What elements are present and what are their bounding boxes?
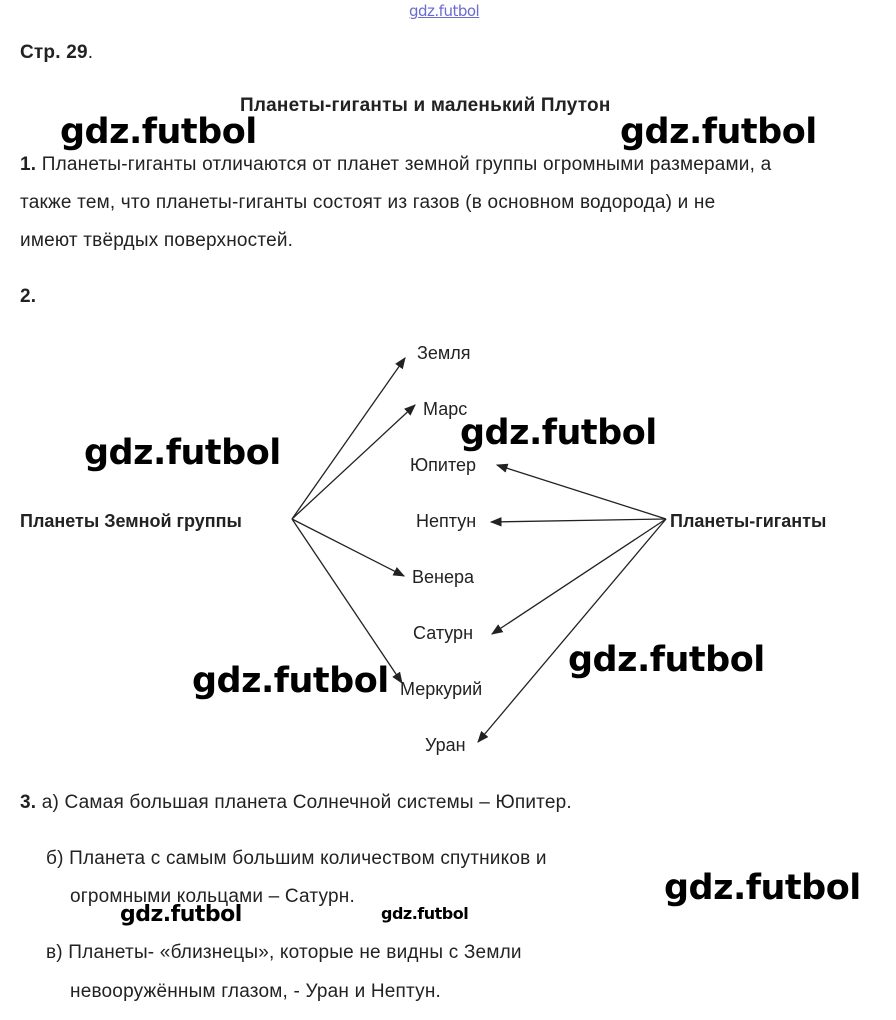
- arrow-to-neptune: [491, 519, 666, 522]
- watermark: gdz.futbol: [381, 904, 469, 923]
- page-number: Стр. 29: [20, 42, 88, 63]
- planet-jupiter: Юпитер: [410, 455, 477, 475]
- planet-mars: Марс: [423, 399, 468, 419]
- watermark: gdz.futbol: [620, 112, 817, 152]
- watermark: gdz.futbol: [192, 661, 389, 701]
- planet-saturn: Сатурн: [413, 623, 474, 643]
- page-title: Планеты-гиганты и маленький Плутон: [240, 95, 611, 116]
- arrow-to-earth: [292, 358, 405, 519]
- q2-number: 2.: [20, 286, 37, 307]
- group-giants: Планеты-гиганты: [670, 511, 827, 531]
- watermark: gdz.futbol: [568, 640, 765, 680]
- arrow-to-saturn: [492, 519, 666, 634]
- page-dot: .: [87, 42, 94, 63]
- q3-text-a: а) Самая большая планета Солнечной системы – Юпитер.: [41, 792, 572, 813]
- watermark: gdz.futbol: [60, 112, 257, 152]
- q3-line-b1: б) Планета с самым большим количеством спутников и: [46, 848, 547, 869]
- q1-text-1: Планеты-гиганты отличаются от планет земной группы огромными размерами, а: [41, 154, 772, 175]
- q3-line-b2: огромными кольцами – Сатурн.: [70, 886, 355, 907]
- q3-line-a: [20, 792, 572, 814]
- planet-venus: Венера: [412, 567, 474, 587]
- arrow-to-jupiter: [497, 465, 666, 519]
- watermark: gdz.futbol: [460, 413, 657, 453]
- arrow-to-mercury: [292, 519, 402, 683]
- arrow-to-mars: [292, 405, 415, 519]
- group-terrestrial: Планеты Земной группы: [20, 511, 242, 531]
- arrow-to-uranus: [478, 519, 666, 742]
- q3-line-c2: невооружённым глазом, - Уран и Нептун.: [70, 981, 442, 1002]
- watermark: gdz.futbol: [664, 868, 861, 908]
- q1-line-3: имеют твёрдых поверхностей.: [20, 230, 294, 251]
- planet-mercury: Меркурий: [400, 679, 483, 699]
- arrow-to-venus: [292, 519, 404, 576]
- q1-line-2: также тем, что планеты-гиганты состоят из газов (в основном водорода) и не: [20, 192, 716, 213]
- q3-number: 3.: [20, 792, 37, 813]
- watermark: gdz.futbol: [84, 433, 281, 473]
- watermark: gdz.futbol: [120, 902, 242, 927]
- planet-earth: Земля: [417, 343, 471, 363]
- planet-uranus: Уран: [425, 735, 466, 755]
- q1-number: 1.: [20, 154, 37, 175]
- site-link[interactable]: gdz.futbol: [409, 2, 480, 20]
- planet-neptune: Нептун: [416, 511, 477, 531]
- q3-line-c1: в) Планеты- «близнецы», которые не видны с Земли: [46, 942, 522, 963]
